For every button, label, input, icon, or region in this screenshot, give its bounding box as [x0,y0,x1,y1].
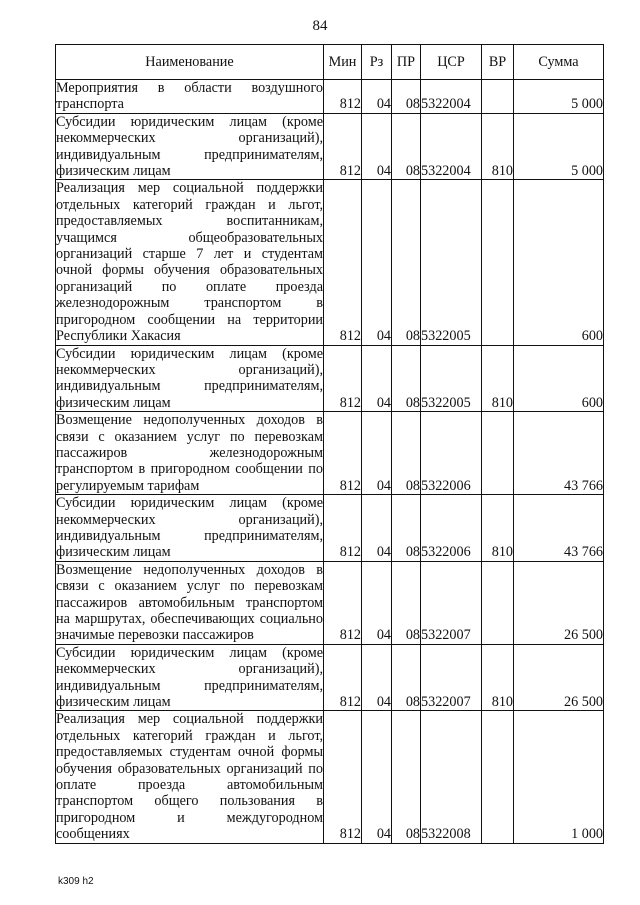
table-row [56,412,604,495]
row-vr: 810 [482,495,514,562]
row-rz: 04 [362,644,392,711]
footer-code: k309 h2 [58,876,94,887]
header-csr: ЦСР [421,45,482,80]
row-min: 812 [324,80,362,114]
row-vr [482,80,514,114]
row-min: 812 [324,561,362,644]
row-rz: 04 [362,345,392,412]
table-row [56,80,604,114]
row-sum: 5 000 [514,80,604,114]
table-row [56,711,604,843]
table-body [56,80,604,844]
row-min: 812 [324,644,362,711]
row-rz: 04 [362,495,392,562]
row-vr [482,180,514,345]
table-header-row [56,45,604,80]
row-sum: 600 [514,180,604,345]
row-csr: 5322004 [421,80,482,114]
row-csr: 5322007 [421,644,482,711]
header-sum: Сумма [514,45,604,80]
row-rz: 04 [362,113,392,180]
row-sum: 5 000 [514,113,604,180]
row-vr [482,711,514,843]
row-name: Субсидии юридическим лицам (кроме некоммерческих организаций), индивидуальным предпринимателям, физическим лицам [56,113,323,180]
row-sum: 1 000 [514,711,604,843]
row-pr: 08 [392,180,421,345]
row-pr: 08 [392,345,421,412]
table-row [56,561,604,644]
row-pr: 08 [392,711,421,843]
header-name: Наименование [56,45,324,80]
row-name: Реализация мер социальной поддержки отдельных категорий граждан и льгот, предоставляемых воспитанникам, учащимся общеобразовательных организаций старше 7 лет и студентам очной формы обучения образовательных организаций по оплате проезда железнодорожным транспортом в пригородном сообщении на территории Республики Хакасия [56,180,323,345]
row-pr: 08 [392,561,421,644]
row-csr: 5322005 [421,345,482,412]
row-rz: 04 [362,80,392,114]
budget-table [55,44,604,844]
row-min: 812 [324,412,362,495]
row-name: Возмещение недополученных доходов в связи с оказанием услуг по перевозкам пассажиров железнодорожным транспортом в пригородном сообщении по регулируемым тарифам [56,412,323,494]
row-min: 812 [324,180,362,345]
row-rz: 04 [362,180,392,345]
row-name: Реализация мер социальной поддержки отдельных категорий граждан и льгот, предоставляемых студентам очной формы обучения образовательных организаций по оплате проезда автомобильным транспортом общего пользования в пригородном и междугородном сообщениях [56,711,323,843]
row-vr [482,561,514,644]
header-min: Мин [324,45,362,80]
row-csr: 5322006 [421,412,482,495]
row-sum: 43 766 [514,412,604,495]
row-min: 812 [324,711,362,843]
row-min: 812 [324,113,362,180]
header-rz: Рз [362,45,392,80]
row-csr: 5322007 [421,561,482,644]
table-row [56,644,604,711]
row-name: Субсидии юридическим лицам (кроме некоммерческих организаций), индивидуальным предпринимателям, физическим лицам [56,495,323,561]
row-sum: 26 500 [514,644,604,711]
row-min: 812 [324,495,362,562]
row-name: Субсидии юридическим лицам (кроме некоммерческих организаций), индивидуальным предпринимателям, физическим лицам [56,644,323,711]
row-vr: 810 [482,113,514,180]
row-csr: 5322008 [421,711,482,843]
row-sum: 43 766 [514,495,604,562]
row-csr: 5322006 [421,495,482,562]
page-number: 84 [312,18,328,34]
header-vr: ВР [482,45,514,80]
row-csr: 5322005 [421,180,482,345]
header-pr: ПР [392,45,421,80]
row-pr: 08 [392,644,421,711]
row-csr: 5322004 [421,113,482,180]
row-pr: 08 [392,113,421,180]
row-min: 812 [324,345,362,412]
row-vr: 810 [482,644,514,711]
row-vr [482,412,514,495]
row-rz: 04 [362,711,392,843]
row-name: Мероприятия в области воздушного транспорта [56,80,323,113]
table-row [56,345,604,412]
row-pr: 08 [392,495,421,562]
table-row [56,113,604,180]
row-pr: 08 [392,80,421,114]
table-row [56,180,604,345]
table-row [56,495,604,562]
row-rz: 04 [362,561,392,644]
row-name: Возмещение недополученных доходов в связи с оказанием услуг по перевозкам пассажиров автомобильным транспортом на маршрутах, обеспечивающих социально значимые перевозки пассажиров [56,561,323,644]
row-sum: 26 500 [514,561,604,644]
row-sum: 600 [514,345,604,412]
row-rz: 04 [362,412,392,495]
row-pr: 08 [392,412,421,495]
row-name: Субсидии юридическим лицам (кроме некоммерческих организаций), индивидуальным предпринимателям, физическим лицам [56,345,323,411]
row-vr: 810 [482,345,514,412]
